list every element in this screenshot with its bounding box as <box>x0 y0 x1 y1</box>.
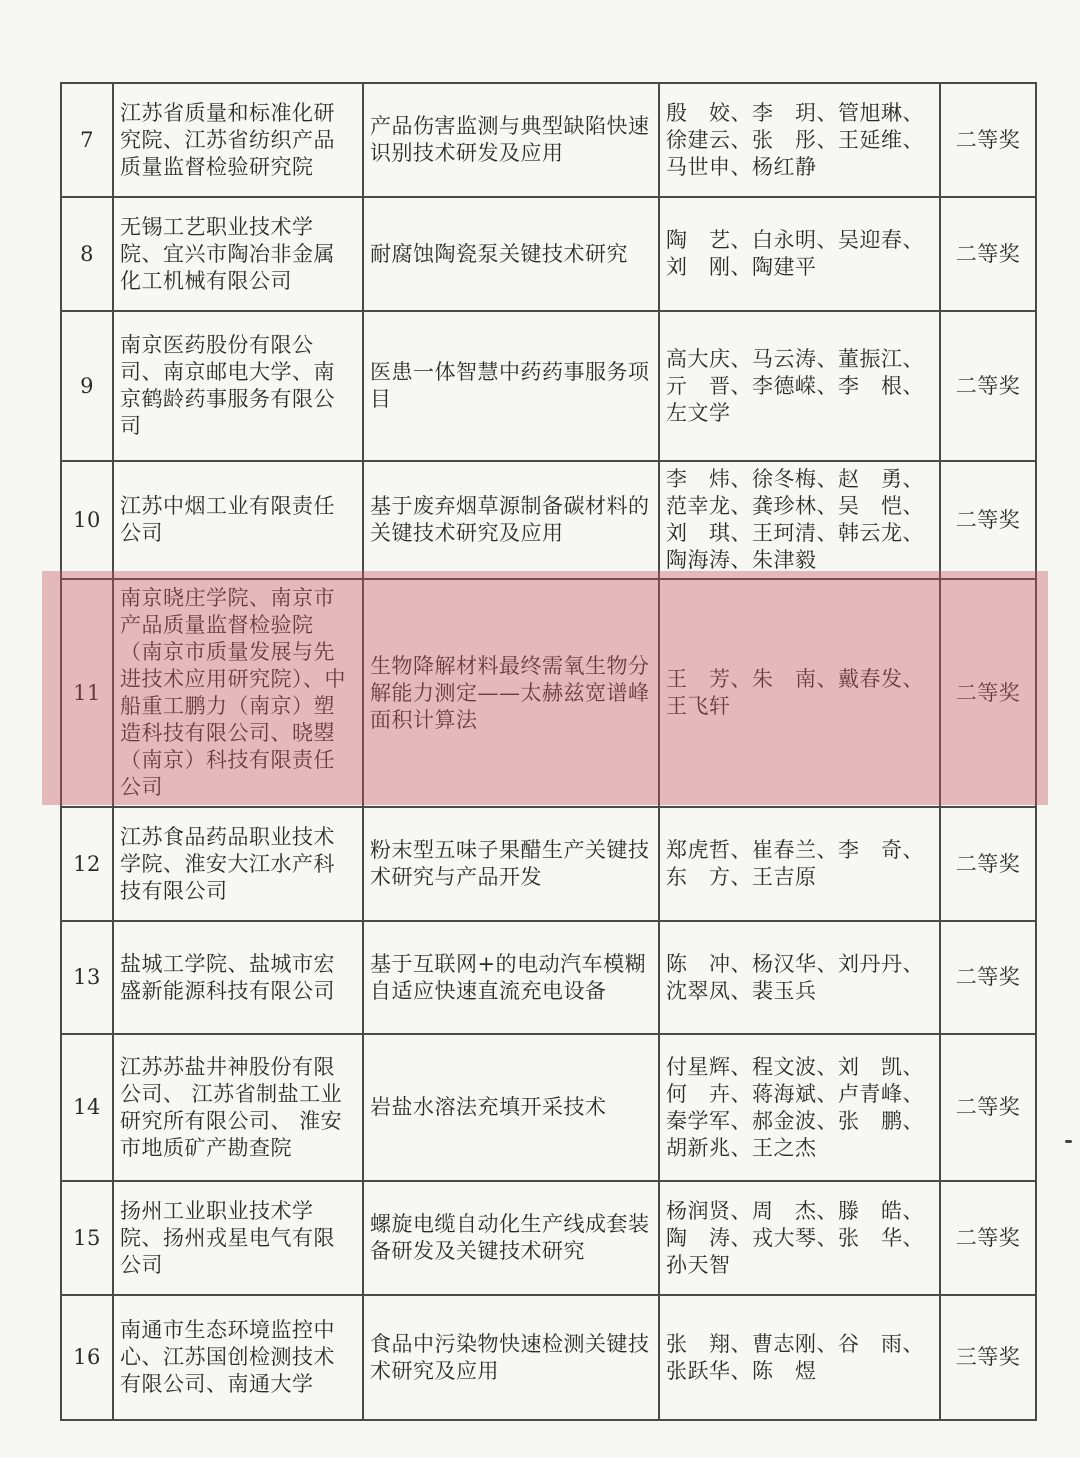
project-cell: 食品中污染物快速检测关键技术研究及应用 <box>363 1295 659 1420</box>
award-cell: 二等奖 <box>940 1181 1036 1295</box>
unit-cell: 江苏省质量和标准化研究院、江苏省纺织产品质量监督检验研究院 <box>113 83 363 197</box>
row-number: 8 <box>61 197 113 311</box>
project-cell: 粉末型五味子果醋生产关键技术研究与产品开发 <box>363 807 659 921</box>
project-cell: 基于互联网+的电动汽车模糊自适应快速直流充电设备 <box>363 921 659 1034</box>
names-cell: 郑虎哲、崔春兰、李 奇、 东 方、王吉原 <box>659 807 940 921</box>
award-cell: 二等奖 <box>940 83 1036 197</box>
table-row <box>61 197 1036 311</box>
project-cell: 基于废弃烟草源制备碳材料的关键技术研究及应用 <box>363 461 659 579</box>
row-number: 11 <box>61 579 113 807</box>
award-cell: 二等奖 <box>940 311 1036 461</box>
row-number: 9 <box>61 311 113 461</box>
project-cell: 医患一体智慧中药药事服务项目 <box>363 311 659 461</box>
project-cell: 生物降解材料最终需氧生物分解能力测定——太赫兹宽谱峰面积计算法 <box>363 579 659 807</box>
unit-cell: 江苏食品药品职业技术学院、淮安大江水产科技有限公司 <box>113 807 363 921</box>
names-cell: 高大庆、马云涛、董振江、 亓 晋、李德嵘、李 根、 左文学 <box>659 311 940 461</box>
row-number: 7 <box>61 83 113 197</box>
project-cell: 耐腐蚀陶瓷泵关键技术研究 <box>363 197 659 311</box>
unit-cell: 无锡工艺职业技术学院、宜兴市陶冶非金属化工机械有限公司 <box>113 197 363 311</box>
award-cell: 二等奖 <box>940 1034 1036 1181</box>
names-cell: 李 炜、徐冬梅、赵 勇、 范幸龙、龚珍林、吴 恺、 刘 琪、王珂清、韩云龙、 陶海涛、朱津毅 <box>659 461 940 579</box>
row-number: 15 <box>61 1181 113 1295</box>
award-cell: 三等奖 <box>940 1295 1036 1420</box>
table-row <box>61 921 1036 1034</box>
unit-cell: 扬州工业职业技术学院、扬州戎星电气有限公司 <box>113 1181 363 1295</box>
table-row <box>61 311 1036 461</box>
project-cell: 螺旋电缆自动化生产线成套装备研发及关键技术研究 <box>363 1181 659 1295</box>
table-row <box>61 83 1036 197</box>
row-number: 10 <box>61 461 113 579</box>
names-cell: 付星辉、程文波、刘 凯、 何 卉、蒋海斌、卢青峰、 秦学军、郝金波、张 鹏、 胡新兆、王之杰 <box>659 1034 940 1181</box>
unit-cell: 南通市生态环境监控中心、江苏国创检测技术有限公司、南通大学 <box>113 1295 363 1420</box>
project-cell: 产品伤害监测与典型缺陷快速识别技术研发及应用 <box>363 83 659 197</box>
row-number: 12 <box>61 807 113 921</box>
unit-cell: 南京晓庄学院、南京市产品质量监督检验院（南京市质量发展与先进技术应用研究院）、中船重工鹏力（南京）塑造科技有限公司、晓曌（南京）科技有限责任公司 <box>113 579 363 807</box>
unit-cell: 江苏中烟工业有限责任公司 <box>113 461 363 579</box>
table-row <box>61 1034 1036 1181</box>
names-cell: 殷 姣、李 玥、管旭琳、 徐建云、张 彤、王延维、 马世申、杨红静 <box>659 83 940 197</box>
unit-cell: 南京医药股份有限公司、南京邮电大学、南京鹤龄药事服务有限公司 <box>113 311 363 461</box>
table-row <box>61 1295 1036 1420</box>
scan-speck <box>1065 1140 1072 1143</box>
unit-cell: 江苏苏盐井神股份有限公司、 江苏省制盐工业研究所有限公司、 淮安市地质矿产勘查院 <box>113 1034 363 1181</box>
award-cell: 二等奖 <box>940 807 1036 921</box>
awards-table <box>60 82 1037 1421</box>
award-cell: 二等奖 <box>940 197 1036 311</box>
table-row <box>61 461 1036 579</box>
award-cell: 二等奖 <box>940 579 1036 807</box>
table-row <box>61 1181 1036 1295</box>
award-cell: 二等奖 <box>940 461 1036 579</box>
unit-cell: 盐城工学院、盐城市宏盛新能源科技有限公司 <box>113 921 363 1034</box>
table-row <box>61 807 1036 921</box>
row-number: 14 <box>61 1034 113 1181</box>
row-number: 16 <box>61 1295 113 1420</box>
award-cell: 二等奖 <box>940 921 1036 1034</box>
table-row <box>61 579 1036 807</box>
names-cell: 陶 艺、白永明、吴迎春、 刘 刚、陶建平 <box>659 197 940 311</box>
row-number: 13 <box>61 921 113 1034</box>
project-cell: 岩盐水溶法充填开采技术 <box>363 1034 659 1181</box>
names-cell: 王 芳、朱 南、戴春发、 王飞轩 <box>659 579 940 807</box>
names-cell: 张 翔、曹志刚、谷 雨、 张跃华、陈 煜 <box>659 1295 940 1420</box>
names-cell: 杨润贤、周 杰、滕 皓、 陶 涛、戎大琴、张 华、 孙天智 <box>659 1181 940 1295</box>
names-cell: 陈 冲、杨汉华、刘丹丹、 沈翠凤、裴玉兵 <box>659 921 940 1034</box>
